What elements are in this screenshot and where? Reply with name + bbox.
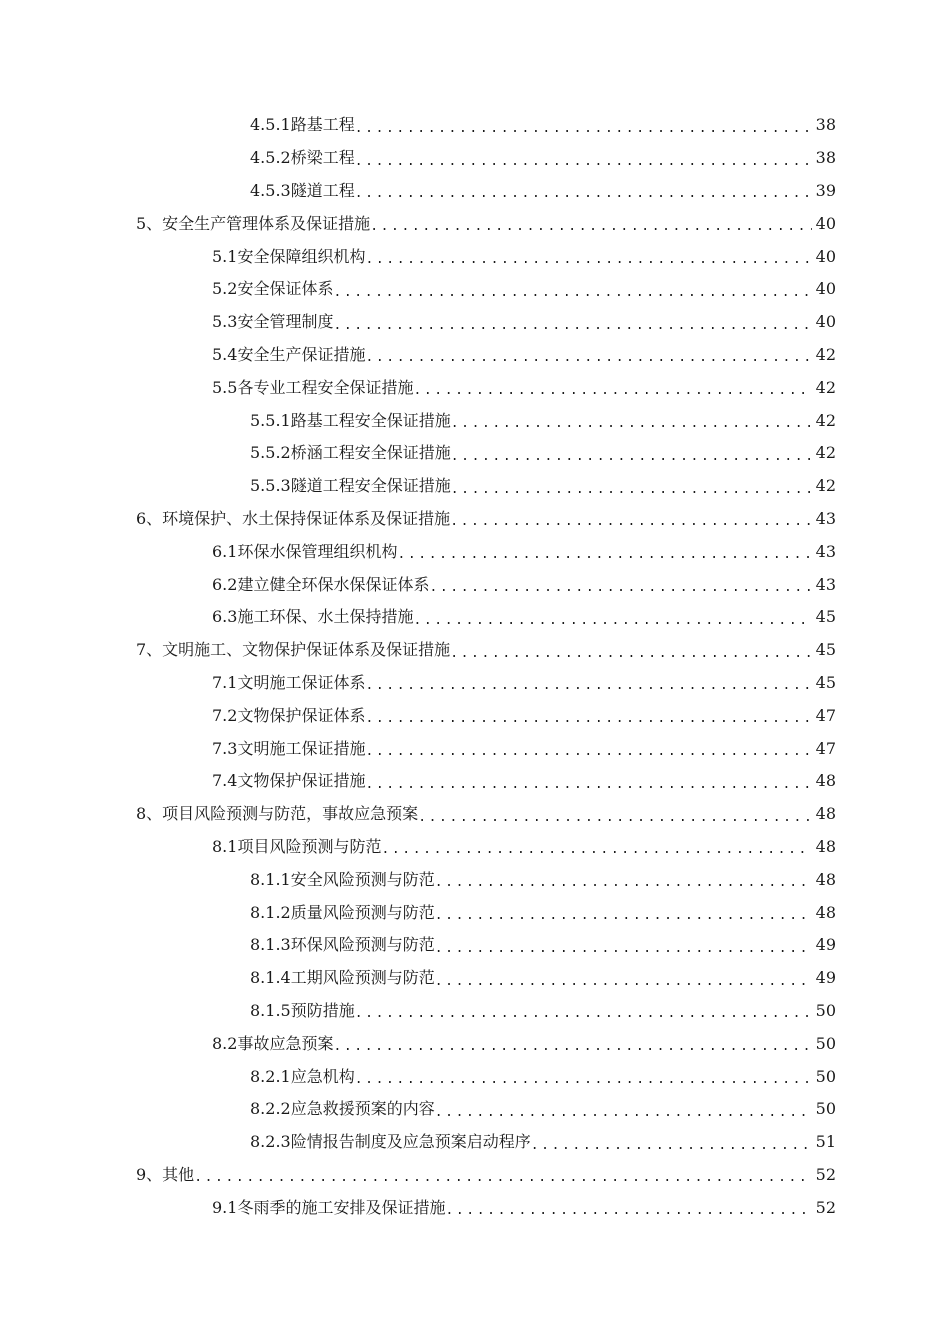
toc-entry-title: 4.5.3隧道工程 xyxy=(250,180,355,200)
toc-page-number: 45 xyxy=(815,607,836,627)
toc-entry[interactable] xyxy=(0,765,950,798)
toc-dot-leader xyxy=(355,1007,812,1020)
toc-page-number: 42 xyxy=(815,443,836,463)
toc-dot-leader xyxy=(445,1204,812,1217)
toc-page-number: 43 xyxy=(815,508,836,528)
toc-page-number: 40 xyxy=(815,312,836,332)
toc-dot-leader xyxy=(365,351,812,364)
toc-dot-leader xyxy=(333,1040,812,1053)
toc-page-number: 48 xyxy=(815,771,836,791)
toc-dot-leader xyxy=(365,745,812,758)
toc-dot-leader xyxy=(418,811,812,824)
toc-entry[interactable] xyxy=(0,1126,950,1159)
toc-entry[interactable] xyxy=(0,1093,950,1126)
toc-entry[interactable] xyxy=(0,404,950,437)
toc-entry-title: 8.2.3险情报告制度及应急预案启动程序 xyxy=(250,1132,531,1152)
toc-entry[interactable] xyxy=(0,1060,950,1093)
toc-entry[interactable] xyxy=(0,568,950,601)
toc-entry-title: 7.3文明施工保证措施 xyxy=(212,738,366,758)
toc-dot-leader xyxy=(381,843,812,856)
toc-dot-leader xyxy=(397,548,812,561)
toc-dot-leader xyxy=(355,122,812,135)
toc-entry[interactable] xyxy=(0,667,950,700)
toc-page-number: 40 xyxy=(815,213,836,233)
toc-entry-title: 6.1环保水保管理组织机构 xyxy=(212,541,398,561)
toc-entry[interactable] xyxy=(0,896,950,929)
toc-entry[interactable] xyxy=(0,273,950,306)
toc-page-number: 43 xyxy=(815,574,836,594)
toc-entry-title: 6、环境保护、水土保持保证体系及保证措施 xyxy=(136,508,451,528)
toc-page-number: 42 xyxy=(815,410,836,430)
toc-entry-title: 8.2.1应急机构 xyxy=(250,1066,355,1086)
toc-dot-leader xyxy=(450,647,812,660)
toc-page-number: 52 xyxy=(815,1164,836,1184)
toc-dot-leader xyxy=(365,712,812,725)
toc-entry[interactable] xyxy=(0,634,950,667)
toc-entry-title: 5.5各专业工程安全保证措施 xyxy=(212,377,414,397)
toc-entry-title: 8、项目风险预测与防范，事故应急预案 xyxy=(136,804,419,824)
toc-entry-title: 8.2事故应急预案 xyxy=(212,1033,334,1053)
toc-dot-leader xyxy=(365,253,812,266)
toc-page-number: 40 xyxy=(815,246,836,266)
toc-entry-title: 8.1.5预防措施 xyxy=(250,1000,355,1020)
toc-entry-title: 5.1安全保障组织机构 xyxy=(212,246,366,266)
toc-entry[interactable] xyxy=(0,863,950,896)
toc-page-number: 52 xyxy=(815,1197,836,1217)
toc-entry-title: 5.5.3隧道工程安全保证措施 xyxy=(250,476,451,496)
toc-entry[interactable] xyxy=(0,142,950,175)
toc-dot-leader xyxy=(413,614,812,627)
toc-entry-title: 5、安全生产管理体系及保证措施 xyxy=(136,213,371,233)
toc-entry-title: 7.2文物保护保证体系 xyxy=(212,705,366,725)
toc-entry-title: 4.5.2桥梁工程 xyxy=(250,148,355,168)
toc-page-number: 42 xyxy=(815,344,836,364)
toc-dot-leader xyxy=(194,1171,812,1184)
toc-entry-title: 7.4文物保护保证措施 xyxy=(212,771,366,791)
toc-entry[interactable] xyxy=(0,535,950,568)
toc-entry-title: 9、其他 xyxy=(136,1164,195,1184)
toc-entry-title: 5.5.2桥涵工程安全保证措施 xyxy=(250,443,451,463)
toc-dot-leader xyxy=(413,384,812,397)
toc-entry-title: 9.1冬雨季的施工安排及保证措施 xyxy=(212,1197,446,1217)
toc-dot-leader xyxy=(531,1139,812,1152)
toc-dot-leader xyxy=(435,909,812,922)
toc-page-number: 50 xyxy=(815,1033,836,1053)
toc-entry-title: 8.1.2质量风险预测与防范 xyxy=(250,902,435,922)
toc-entry[interactable] xyxy=(0,240,950,273)
toc-entry[interactable] xyxy=(0,371,950,404)
toc-entry-title: 6.2建立健全环保水保保证体系 xyxy=(212,574,430,594)
toc-dot-leader xyxy=(451,483,812,496)
toc-entry-title: 7、文明施工、文物保护保证体系及保证措施 xyxy=(136,640,451,660)
toc-entry-title: 5.3安全管理制度 xyxy=(212,312,334,332)
toc-entry[interactable] xyxy=(0,306,950,339)
toc-entry-title: 5.2安全保证体系 xyxy=(212,279,334,299)
toc-entry-title: 8.1.3环保风险预测与防范 xyxy=(250,935,435,955)
toc-entry[interactable] xyxy=(0,503,950,536)
toc-page-number: 50 xyxy=(815,1099,836,1119)
toc-entry-title: 8.1.4工期风险预测与防范 xyxy=(250,968,435,988)
toc-entry[interactable] xyxy=(0,798,950,831)
toc-page-number: 47 xyxy=(815,705,836,725)
toc-page-number: 51 xyxy=(815,1132,836,1152)
toc-dot-leader xyxy=(435,876,812,889)
toc-entry[interactable] xyxy=(0,1159,950,1192)
toc-entry[interactable] xyxy=(0,175,950,208)
toc-page-number: 50 xyxy=(815,1000,836,1020)
toc-entry[interactable] xyxy=(0,470,950,503)
toc-page-number: 38 xyxy=(815,115,836,135)
toc-page-number: 40 xyxy=(815,279,836,299)
toc-dot-leader xyxy=(333,286,812,299)
toc-page-number: 49 xyxy=(815,968,836,988)
toc-entry-title: 8.1项目风险预测与防范 xyxy=(212,836,382,856)
toc-page-number: 47 xyxy=(815,738,836,758)
toc-entry[interactable] xyxy=(0,732,950,765)
toc-page-number: 48 xyxy=(815,869,836,889)
toc-entry-title: 6.3施工环保、水土保持措施 xyxy=(212,607,414,627)
toc-dot-leader xyxy=(451,450,812,463)
toc-dot-leader xyxy=(370,220,812,233)
toc-page-number: 39 xyxy=(815,180,836,200)
toc-page-number: 45 xyxy=(815,640,836,660)
toc-page-number: 48 xyxy=(815,836,836,856)
toc-page-number: 49 xyxy=(815,935,836,955)
toc-page-number: 45 xyxy=(815,672,836,692)
toc-entry[interactable] xyxy=(0,831,950,864)
toc-entry[interactable] xyxy=(0,962,950,995)
toc-dot-leader xyxy=(365,679,812,692)
toc-entry-title: 7.1文明施工保证体系 xyxy=(212,672,366,692)
toc-entry[interactable] xyxy=(0,339,950,372)
toc-entry[interactable] xyxy=(0,109,950,142)
toc-dot-leader xyxy=(365,778,812,791)
toc-page-number: 42 xyxy=(815,377,836,397)
toc-entry[interactable] xyxy=(0,1027,950,1060)
toc-entry-title: 8.1.1安全风险预测与防范 xyxy=(250,869,435,889)
toc-dot-leader xyxy=(355,155,812,168)
toc-dot-leader xyxy=(451,417,812,430)
toc-entry[interactable] xyxy=(0,929,950,962)
toc-entry[interactable] xyxy=(0,207,950,240)
toc-page-number: 48 xyxy=(815,804,836,824)
toc-entry-title: 5.4安全生产保证措施 xyxy=(212,344,366,364)
toc-entry[interactable] xyxy=(0,1191,950,1224)
toc-page-number: 48 xyxy=(815,902,836,922)
toc-entry[interactable] xyxy=(0,995,950,1028)
table-of-contents xyxy=(0,109,950,1224)
toc-entry[interactable] xyxy=(0,601,950,634)
toc-entry[interactable] xyxy=(0,437,950,470)
toc-entry-title: 8.2.2应急救援预案的内容 xyxy=(250,1099,435,1119)
toc-entry[interactable] xyxy=(0,699,950,732)
toc-dot-leader xyxy=(435,942,812,955)
toc-dot-leader xyxy=(450,515,812,528)
toc-dot-leader xyxy=(333,319,812,332)
toc-page-number: 42 xyxy=(815,476,836,496)
toc-page-number: 38 xyxy=(815,148,836,168)
toc-dot-leader xyxy=(429,581,812,594)
toc-dot-leader xyxy=(355,1073,812,1086)
toc-dot-leader xyxy=(435,975,812,988)
toc-entry-title: 4.5.1路基工程 xyxy=(250,115,355,135)
toc-dot-leader xyxy=(435,1106,812,1119)
toc-dot-leader xyxy=(355,187,812,200)
toc-page-number: 50 xyxy=(815,1066,836,1086)
toc-entry-title: 5.5.1路基工程安全保证措施 xyxy=(250,410,451,430)
toc-page-number: 43 xyxy=(815,541,836,561)
